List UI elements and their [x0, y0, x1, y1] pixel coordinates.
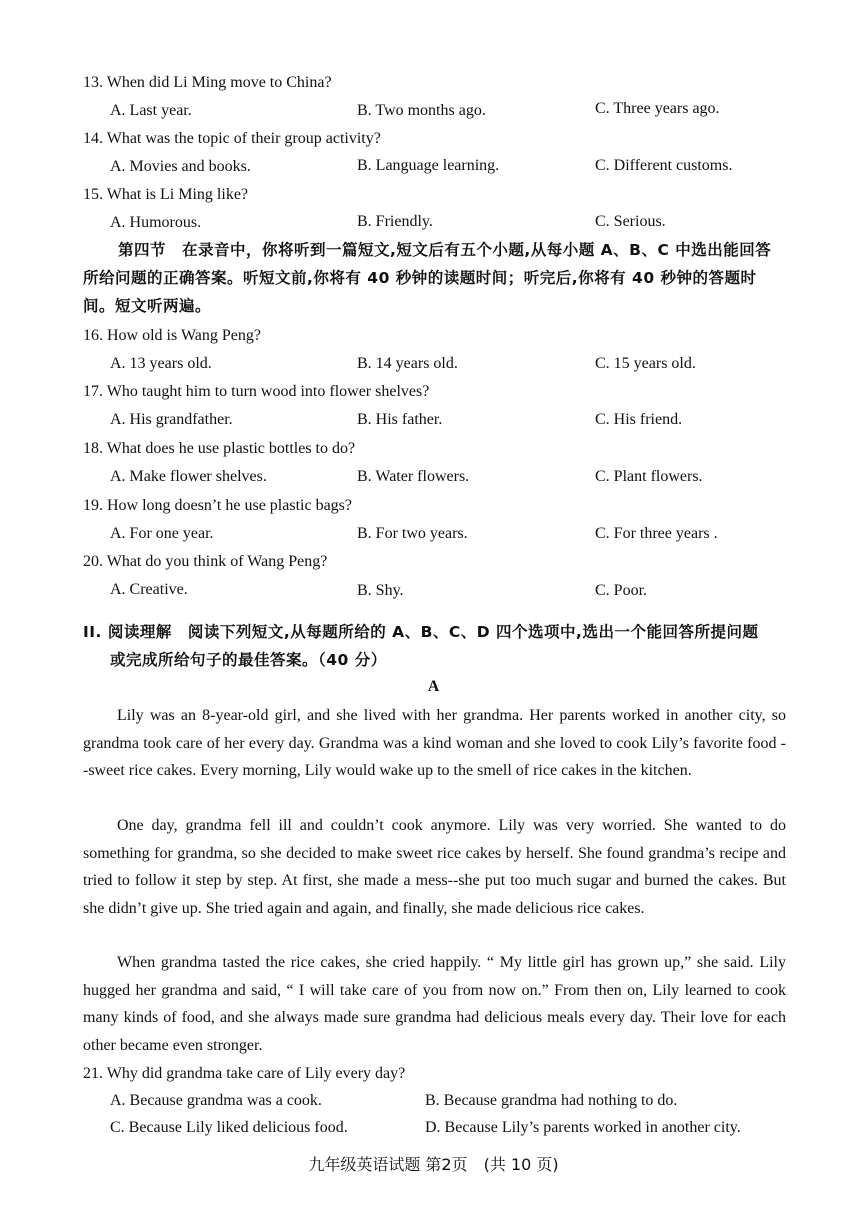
section4-line1: 第四节 在录音中，你将听到一篇短文,短文后有五个小题,从每小题 A、B、C 中选出能回答 [118, 241, 772, 259]
option-14c: C. Different customs. [595, 157, 733, 174]
part2-heading-line2: 或完成所给句子的最佳答案。（40 分） [110, 651, 387, 669]
option-15c: C. Serious. [595, 213, 666, 230]
option-18b: B. Water flowers. [357, 468, 470, 485]
question-17: 17. Who taught him to turn wood into flower shelves? [83, 383, 430, 400]
question-20: 20. What do you think of Wang Peng? [83, 553, 328, 570]
section4-line2: 所给问题的正确答案。听短文前,你将有 40 秒钟的读题时间；听完后,你将有 40 秒钟的答题时 [83, 269, 757, 287]
option-18a: A. Make flower shelves. [110, 468, 267, 485]
question-16: 16. How old is Wang Peng? [83, 327, 261, 344]
option-21d: D. Because Lily’s parents worked in another city. [425, 1119, 741, 1136]
section4-line3: 间。短文听两遍。 [83, 297, 212, 315]
option-17b: B. His father. [357, 411, 443, 428]
passage-paragraph-3: When grandma tasted the rice cakes, she cried happily. “ My little girl has grown up,” she said. Lily hugged her grandma and said, “ I will take care of you from now on.” From then on, Lily learned to cook many kinds of food, and she always made sure grandma had delicious meals every day. Their love for each other became even stronger. [83, 954, 786, 1054]
option-20a: A. Creative. [110, 581, 188, 598]
option-14a: A. Movies and books. [110, 158, 251, 175]
option-16c: C. 15 years old. [595, 355, 696, 372]
option-18c: C. Plant flowers. [595, 468, 703, 485]
option-19b: B. For two years. [357, 525, 468, 542]
part2-heading-line1: II. 阅读理解 阅读下列短文,从每题所给的 A、B、C、D 四个选项中,选出一个能回答所提问题 [83, 623, 759, 641]
option-16b: B. 14 years old. [357, 355, 458, 372]
question-14: 14. What was the topic of their group activity? [83, 130, 381, 147]
passage-label: A [427, 678, 440, 695]
page-footer: 九年级英语试题 第2页 (共 10 页) [308, 1155, 559, 1174]
option-14b: B. Language learning. [357, 157, 500, 174]
question-18: 18. What does he use plastic bottles to do? [83, 440, 356, 457]
option-17c: C. His friend. [595, 411, 683, 428]
question-21: 21. Why did grandma take care of Lily every day? [83, 1065, 406, 1082]
question-19: 19. How long doesn’t he use plastic bags? [83, 497, 352, 514]
option-13a: A. Last year. [110, 102, 192, 119]
option-21c: C. Because Lily liked delicious food. [110, 1119, 348, 1136]
option-15b: B. Friendly. [357, 213, 433, 230]
option-21b: B. Because grandma had nothing to do. [425, 1092, 678, 1109]
option-20b: B. Shy. [357, 582, 404, 599]
option-20c: C. Poor. [595, 582, 648, 599]
option-13b: B. Two months ago. [357, 102, 486, 119]
option-19c: C. For three years . [595, 525, 718, 542]
question-13: 13. When did Li Ming move to China? [83, 74, 332, 91]
option-16a: A. 13 years old. [110, 355, 212, 372]
option-15a: A. Humorous. [110, 214, 202, 231]
question-15: 15. What is Li Ming like? [83, 186, 249, 203]
option-21a: A. Because grandma was a cook. [110, 1092, 322, 1109]
passage-paragraph-2: One day, grandma fell ill and couldn’t cook anymore. Lily was very worried. She wanted to do something for grandma, so she decided to make sweet rice cakes by herself. She found grandma’s recipe and tried to follow it step by step. At first, she made a mess--she put too much sugar and burned the cakes. But she didn’t give up. She tried again and again, and finally, she made delicious rice cakes. [83, 817, 786, 917]
option-17a: A. His grandfather. [110, 411, 233, 428]
passage-paragraph-1: Lily was an 8-year-old girl, and she lived with her grandma. Her parents worked in another city, so grandma took care of her every day. Grandma was a kind woman and she loved to cook Lily’s favorite food --sweet rice cakes. Every morning, Lily would wake up to the smell of rice cakes in the kitchen. [83, 707, 786, 779]
option-19a: A. For one year. [110, 525, 214, 542]
option-13c: C. Three years ago. [595, 100, 720, 117]
